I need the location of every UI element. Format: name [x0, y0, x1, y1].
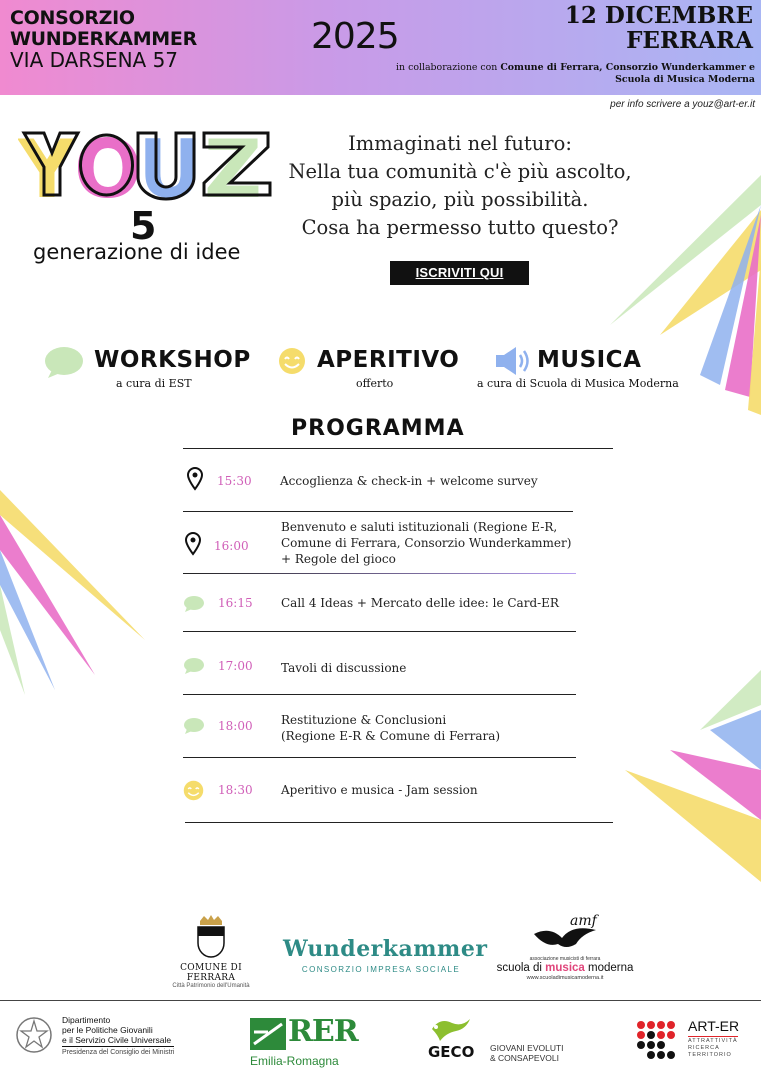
rer-name: Emilia-Romagna	[250, 1054, 339, 1068]
logo-tagline: generazione di idee	[33, 240, 241, 264]
schedule-text	[281, 782, 478, 798]
speech-bubble-icon	[44, 346, 84, 378]
speech-bubble-icon	[183, 717, 205, 734]
ferrara-subtitle: Città Patrimonio dell'Umanità	[172, 983, 250, 989]
rer-emblem-icon	[250, 1018, 286, 1050]
location-pin-icon	[185, 532, 201, 556]
speech-bubble-icon	[183, 595, 205, 612]
feature-aperitivo-subtitle: offerto	[356, 377, 394, 390]
logo-dipartimento	[14, 1013, 194, 1063]
divider	[183, 511, 573, 512]
collaboration-note	[396, 62, 755, 86]
schedule-text-line: Tavoli di discussione	[281, 661, 407, 675]
intro-line-2: Nella tua comunità c'è più ascolto,	[288, 160, 632, 183]
dipartimento-line-4: Presidenza del Consiglio dei Ministri	[62, 1049, 175, 1056]
logo-wunderkammer	[283, 936, 488, 980]
logo-letter-o: O	[74, 127, 143, 216]
art-er-tagline-3: TERRITORIO	[688, 1052, 732, 1058]
dipartimento-line-2: per le Politiche Giovanili	[62, 1025, 153, 1035]
gecko-icon	[428, 1013, 472, 1043]
schedule-text	[280, 473, 538, 489]
header-banner	[0, 0, 761, 95]
collab-prefix: in collaborazione con	[396, 62, 501, 73]
feature-musica	[477, 345, 677, 393]
rer-wordmark: RER	[288, 1014, 358, 1049]
schedule-text-line: + Regole del gioco	[281, 552, 396, 566]
event-date: 12 DICEMBRE	[564, 2, 753, 29]
feature-musica-subtitle: a cura di Scuola di Musica Moderna	[477, 377, 679, 390]
signup-button[interactable]: ISCRIVITI QUI	[390, 261, 529, 285]
schedule-text-line: Aperitivo e musica - Jam session	[281, 783, 478, 797]
italy-emblem-icon	[14, 1013, 54, 1057]
geco-tagline-1: GIOVANI EVOLUTI	[490, 1043, 564, 1053]
schedule-text-line: Benvenuto e saluti istituzionali (Regione E-R,	[281, 520, 558, 534]
organizer-address: VIA DARSENA 57	[10, 48, 179, 72]
amf-url[interactable]: www.scuoladimusicamoderna.it	[526, 975, 604, 981]
organizer-line-1: CONSORZIO	[10, 7, 135, 29]
logo-number: 5	[130, 204, 157, 248]
ferrara-crest-icon	[194, 915, 228, 959]
schedule-time: 18:00	[218, 719, 253, 733]
amf-association: associazione musicisti di ferrara	[529, 956, 601, 962]
logo-letter-u: U	[138, 127, 203, 216]
logo-geco	[428, 1013, 578, 1065]
logo-letter-z: Z	[204, 127, 263, 216]
amf-school-music: musica	[545, 962, 585, 974]
collab-partners-1: Comune di Ferrara, Consorzio Wunderkammer e	[500, 62, 755, 73]
intro-line-1: Immaginati nel futuro:	[348, 132, 572, 155]
schedule-text	[281, 519, 571, 567]
amf-guitar-icon	[530, 912, 600, 956]
event-city: FERRARA	[626, 27, 753, 54]
divider	[183, 631, 576, 632]
amf-wordmark: amf	[570, 913, 597, 929]
schedule-text	[281, 595, 559, 611]
geco-wordmark: GECO	[428, 1043, 475, 1061]
decorative-rays-right-bottom	[600, 670, 761, 885]
schedule-time: 18:30	[218, 783, 253, 797]
schedule-text-line: Comune di Ferrara, Consorzio Wunderkammer)	[281, 536, 572, 550]
intro-line-3: più spazio, più possibilità.	[331, 188, 589, 211]
wunderkammer-wordmark: Wunderkammer	[283, 936, 488, 962]
feature-musica-title: MUSICA	[537, 347, 642, 373]
schedule-text-line: Restituzione & Conclusioni	[281, 713, 447, 727]
schedule-text-line: (Regione E-R & Comune di Ferrara)	[281, 729, 501, 743]
geco-tagline-2: & CONSAPEVOLI	[490, 1053, 559, 1063]
ferrara-name: COMUNE DI FERRARA	[180, 963, 242, 983]
amf-school-name	[492, 962, 638, 975]
decorative-rays-left	[0, 490, 150, 700]
divider	[183, 573, 576, 574]
dipartimento-line-3: e il Servizio Civile Universale	[62, 1035, 174, 1047]
speech-bubble-icon	[183, 657, 205, 674]
date-block	[565, 3, 753, 53]
intro-text	[280, 130, 640, 242]
art-er-tagline-1: ATTRATTIVITÀ	[688, 1038, 738, 1044]
schedule-text	[281, 712, 500, 744]
logo-comune-ferrara	[158, 915, 264, 989]
schedule-text-line: Accoglienza & check-in + welcome survey	[280, 474, 538, 488]
amf-school-suffix: moderna	[584, 962, 634, 974]
smiley-icon	[183, 780, 204, 801]
schedule-text	[281, 660, 406, 676]
schedule-time: 16:00	[214, 539, 249, 553]
feature-aperitivo	[278, 345, 468, 393]
organizer-block	[10, 8, 197, 71]
speaker-icon	[494, 345, 532, 377]
schedule-time: 16:15	[218, 596, 253, 610]
divider	[185, 822, 613, 823]
intro-line-4: Cosa ha permesso tutto questo?	[301, 216, 619, 239]
feature-aperitivo-title: APERITIVO	[317, 347, 460, 373]
smiley-icon	[278, 347, 306, 375]
event-year: 2025	[311, 16, 399, 57]
info-contact[interactable]: per info scrivere a youz@art-er.it	[610, 99, 755, 110]
location-pin-icon	[187, 467, 203, 491]
feature-workshop-subtitle: a cura di EST	[116, 377, 192, 390]
organizer-line-2: WUNDERKAMMER	[10, 28, 197, 50]
art-er-wordmark: ART-ER	[688, 1018, 740, 1034]
schedule-time: 15:30	[217, 474, 252, 488]
feature-workshop	[44, 345, 251, 393]
feature-workshop-title: WORKSHOP	[94, 347, 251, 373]
amf-school-prefix: scuola di	[496, 962, 546, 974]
wunderkammer-subtitle: CONSORZIO IMPRESA SOCIALE	[301, 965, 461, 974]
collab-partners-2: Scuola di Musica Moderna	[615, 74, 755, 85]
logo-scuola-musica-moderna	[492, 912, 638, 988]
art-er-tagline-2: RICERCA	[688, 1045, 720, 1051]
art-er-grid-icon	[636, 1020, 682, 1060]
dipartimento-line-1: Dipartimento	[62, 1015, 111, 1025]
logo-regione-emilia-romagna	[250, 1014, 358, 1068]
schedule-time: 17:00	[218, 659, 253, 673]
programma-title: PROGRAMMA	[291, 416, 465, 441]
footer-divider	[0, 1000, 761, 1001]
divider	[183, 694, 576, 695]
schedule-text-line: Call 4 Ideas + Mercato delle idee: le Card-ER	[281, 596, 559, 610]
logo-letter-y: Y	[18, 127, 76, 216]
logo-art-er	[636, 1018, 748, 1064]
divider	[183, 757, 576, 758]
divider	[183, 448, 613, 449]
